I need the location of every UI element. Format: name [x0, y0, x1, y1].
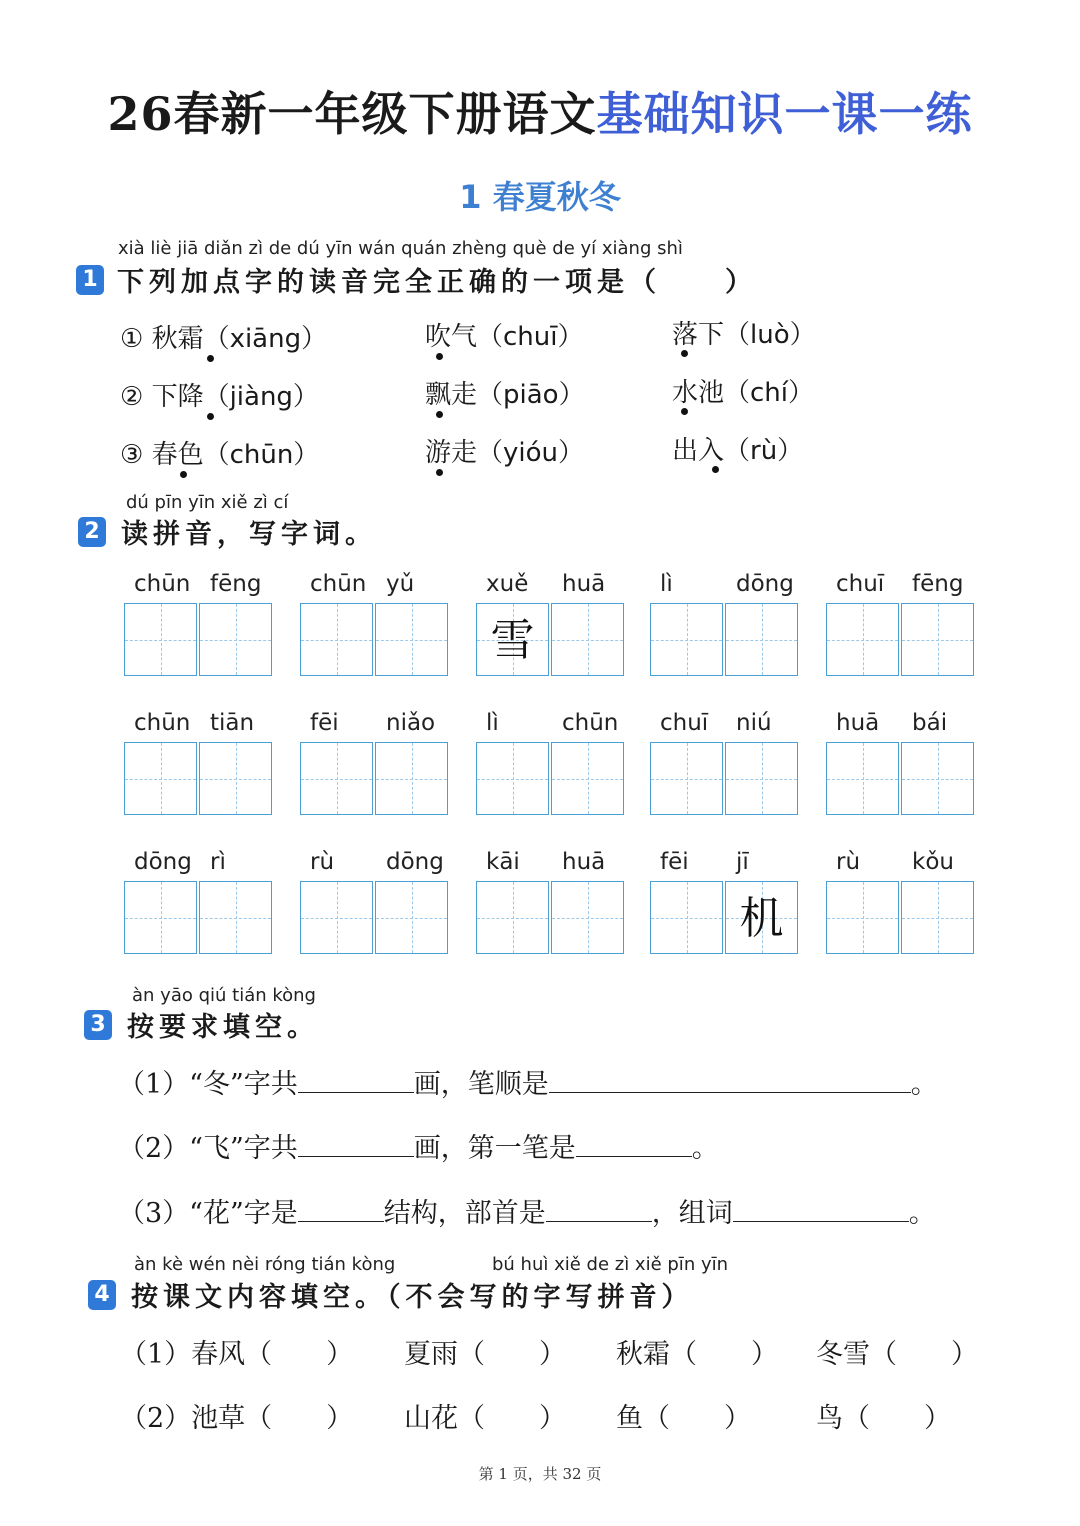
- writing-cell[interactable]: [725, 603, 798, 676]
- written-character: [125, 604, 196, 675]
- emphasis-dot: [436, 411, 443, 418]
- written-character: [376, 882, 447, 953]
- written-character: [726, 743, 797, 814]
- q2-number-badge: 2: [78, 517, 106, 547]
- q4-number-badge: 4: [88, 1280, 116, 1310]
- writing-cell[interactable]: [650, 742, 723, 815]
- q4-item[interactable]: 鸟（ ）: [816, 1403, 951, 1434]
- word-blank[interactable]: [733, 1199, 909, 1222]
- q3-line3-mid2: ，组词: [651, 1198, 733, 1229]
- written-character: [827, 882, 898, 953]
- writing-cell[interactable]: [124, 603, 197, 676]
- writing-cell[interactable]: [476, 603, 549, 676]
- q2-question: 读拼音，写字词。: [121, 519, 377, 550]
- written-character: 机: [739, 893, 784, 944]
- written-character: [200, 604, 271, 675]
- writing-cell[interactable]: [826, 881, 899, 954]
- q4-item[interactable]: 夏雨（ ）: [404, 1339, 566, 1370]
- pinyin-label: fēng: [912, 571, 964, 597]
- written-character: [376, 743, 447, 814]
- pinyin-label: kāi: [486, 849, 520, 875]
- pinyin-label: dōng: [736, 571, 794, 597]
- written-character: [726, 604, 797, 675]
- written-character: [477, 743, 548, 814]
- q4-pinyin-1: àn kè wén nèi róng tián kòng: [134, 1254, 396, 1275]
- q1-option-2c: 水池（chí）: [672, 378, 814, 408]
- pinyin-label: chuī: [836, 571, 885, 597]
- written-character: [477, 882, 548, 953]
- writing-cell[interactable]: [124, 881, 197, 954]
- q3-line-1: [118, 1062, 938, 1101]
- emphasis-dot: [436, 353, 443, 360]
- written-character: [552, 743, 623, 814]
- pinyin-label: jī: [736, 849, 749, 875]
- writing-cell[interactable]: [199, 603, 272, 676]
- q4-item[interactable]: 鱼（ ）: [616, 1403, 751, 1434]
- pinyin-label: chūn: [134, 710, 191, 736]
- q3-line2-end: 。: [691, 1133, 719, 1164]
- writing-cell[interactable]: [901, 742, 974, 815]
- emphasis-dot: [681, 408, 688, 415]
- q4-item[interactable]: 山花（ ）: [404, 1403, 566, 1434]
- writing-cell[interactable]: [476, 742, 549, 815]
- written-character: [902, 604, 973, 675]
- pinyin-label: dōng: [134, 849, 192, 875]
- q3-line-3: [118, 1191, 936, 1230]
- first-stroke-blank[interactable]: [576, 1134, 692, 1157]
- q3-line1-mid: 画，笔顺是: [413, 1069, 549, 1100]
- written-character: [376, 604, 447, 675]
- written-character: [125, 882, 196, 953]
- written-character: [902, 882, 973, 953]
- written-character: [827, 604, 898, 675]
- writing-cell[interactable]: [199, 742, 272, 815]
- title-part2: 基础知识一课一练: [596, 87, 973, 141]
- q3-line1-label: （1）“冬”字共: [118, 1069, 298, 1100]
- pinyin-label: niǎo: [386, 710, 436, 736]
- writing-cell[interactable]: [375, 742, 448, 815]
- q3-line3-label: （3）“花”字是: [118, 1198, 298, 1229]
- pinyin-label: chūn: [134, 571, 191, 597]
- q2-pinyin: dú pīn yīn xiě zì cí: [126, 492, 289, 513]
- q4-question: 按课文内容填空。（不会写的字写拼音）: [131, 1282, 694, 1313]
- written-character: [200, 882, 271, 953]
- q1-option-3b: 游走（yióu）: [425, 438, 584, 468]
- q1-option-1c: 落下（luò）: [672, 320, 816, 350]
- q1-question: 下列加点字的读音完全正确的一项是（ ）: [117, 267, 757, 298]
- pinyin-label: lì: [660, 571, 673, 597]
- q3-question: 按要求填空。: [127, 1012, 319, 1043]
- pinyin-label: huā: [562, 849, 606, 875]
- writing-cell[interactable]: [826, 603, 899, 676]
- pinyin-label: chūn: [562, 710, 619, 736]
- q1-option-2a: ② 下降（jiàng）: [120, 382, 319, 412]
- written-character: [651, 604, 722, 675]
- written-character: [125, 743, 196, 814]
- writing-cell[interactable]: [375, 881, 448, 954]
- pinyin-label: niú: [736, 710, 772, 736]
- writing-cell[interactable]: [650, 881, 723, 954]
- writing-cell[interactable]: [650, 603, 723, 676]
- written-character: [301, 743, 372, 814]
- structure-blank[interactable]: [298, 1199, 384, 1222]
- q4-pinyin-2: bú huì xiě de zì xiě pīn yīn: [492, 1254, 729, 1275]
- q1-pinyin: xià liè jiā diǎn zì de dú yīn wán quán zhèng què de yí xiàng shì: [118, 238, 683, 259]
- stroke-count-blank[interactable]: [298, 1070, 414, 1093]
- q1-number-badge: 1: [76, 265, 104, 295]
- writing-cell[interactable]: [551, 742, 624, 815]
- writing-cell[interactable]: [476, 881, 549, 954]
- writing-cell[interactable]: [551, 603, 624, 676]
- pinyin-label: huā: [562, 571, 606, 597]
- q4-item[interactable]: （1）春风（ ）: [120, 1339, 354, 1370]
- pinyin-label: rì: [210, 849, 226, 875]
- written-character: [200, 743, 271, 814]
- emphasis-dot: [207, 413, 214, 420]
- writing-cell[interactable]: [826, 742, 899, 815]
- emphasis-dot: [207, 355, 214, 362]
- q3-number-badge: 3: [84, 1010, 112, 1040]
- radical-blank[interactable]: [546, 1199, 652, 1222]
- emphasis-dot: [180, 471, 187, 478]
- q3-pinyin: àn yāo qiú tián kòng: [132, 985, 316, 1006]
- stroke-count-blank[interactable]: [298, 1134, 414, 1157]
- writing-cell[interactable]: [375, 603, 448, 676]
- pinyin-label: chuī: [660, 710, 709, 736]
- q1-option-1b: 吹气（chuī）: [425, 322, 584, 352]
- written-character: [827, 743, 898, 814]
- pinyin-label: fēi: [660, 849, 689, 875]
- q4-item[interactable]: 冬雪（ ）: [816, 1339, 978, 1370]
- pinyin-label: fēng: [210, 571, 262, 597]
- q3-line2-label: （2）“飞”字共: [118, 1133, 298, 1164]
- written-character: [301, 882, 372, 953]
- q4-item[interactable]: （2）池草（ ）: [120, 1403, 354, 1434]
- q1-option-3a: ③ 春色（chūn）: [120, 440, 320, 470]
- written-character: [552, 604, 623, 675]
- pinyin-label: dōng: [386, 849, 444, 875]
- writing-cell[interactable]: [124, 742, 197, 815]
- writing-cell[interactable]: [300, 881, 373, 954]
- pinyin-label: bái: [912, 710, 948, 736]
- pinyin-label: xuě: [486, 571, 529, 597]
- lesson-title: 1 春夏秋冬: [459, 178, 621, 216]
- q3-line-2: [118, 1126, 719, 1165]
- writing-cell[interactable]: [551, 881, 624, 954]
- pinyin-label: kǒu: [912, 849, 954, 875]
- pinyin-label: rù: [836, 849, 861, 875]
- written-character: 雪: [490, 615, 535, 666]
- written-character: [651, 743, 722, 814]
- pinyin-label: huā: [836, 710, 880, 736]
- q1-option-1a: ① 秋霜（xiāng）: [120, 324, 328, 354]
- emphasis-dot: [712, 466, 719, 473]
- page-footer: 第 1 页，共 32 页: [478, 1465, 602, 1483]
- q1-option-2b: 飘走（piāo）: [425, 380, 585, 410]
- q1-option-3c: 出入（rù）: [672, 436, 804, 466]
- writing-cell[interactable]: [300, 742, 373, 815]
- title-part1: 26春新一年级下册语文: [107, 87, 597, 141]
- pinyin-label: fēi: [310, 710, 339, 736]
- emphasis-dot: [436, 469, 443, 476]
- written-character: [902, 743, 973, 814]
- q3-line3-end: 。: [908, 1198, 936, 1229]
- pinyin-label: yǔ: [386, 571, 415, 597]
- written-character: [301, 604, 372, 675]
- pinyin-label: lì: [486, 710, 499, 736]
- pinyin-label: tiān: [210, 710, 255, 736]
- written-character: [651, 882, 722, 953]
- q3-line1-end: 。: [910, 1069, 938, 1100]
- writing-cell[interactable]: [725, 742, 798, 815]
- written-character: [552, 882, 623, 953]
- writing-cell[interactable]: [901, 881, 974, 954]
- writing-cell[interactable]: [300, 603, 373, 676]
- emphasis-dot: [681, 350, 688, 357]
- q4-item[interactable]: 秋霜（ ）: [616, 1339, 778, 1370]
- page-title: [0, 78, 1080, 144]
- stroke-order-blank[interactable]: [549, 1070, 911, 1093]
- writing-cell[interactable]: [901, 603, 974, 676]
- q3-line3-mid: 结构，部首是: [383, 1198, 546, 1229]
- writing-cell[interactable]: [725, 881, 798, 954]
- pinyin-label: chūn: [310, 571, 367, 597]
- writing-cell[interactable]: [199, 881, 272, 954]
- pinyin-label: rù: [310, 849, 335, 875]
- q3-line2-mid: 画，第一笔是: [413, 1133, 576, 1164]
